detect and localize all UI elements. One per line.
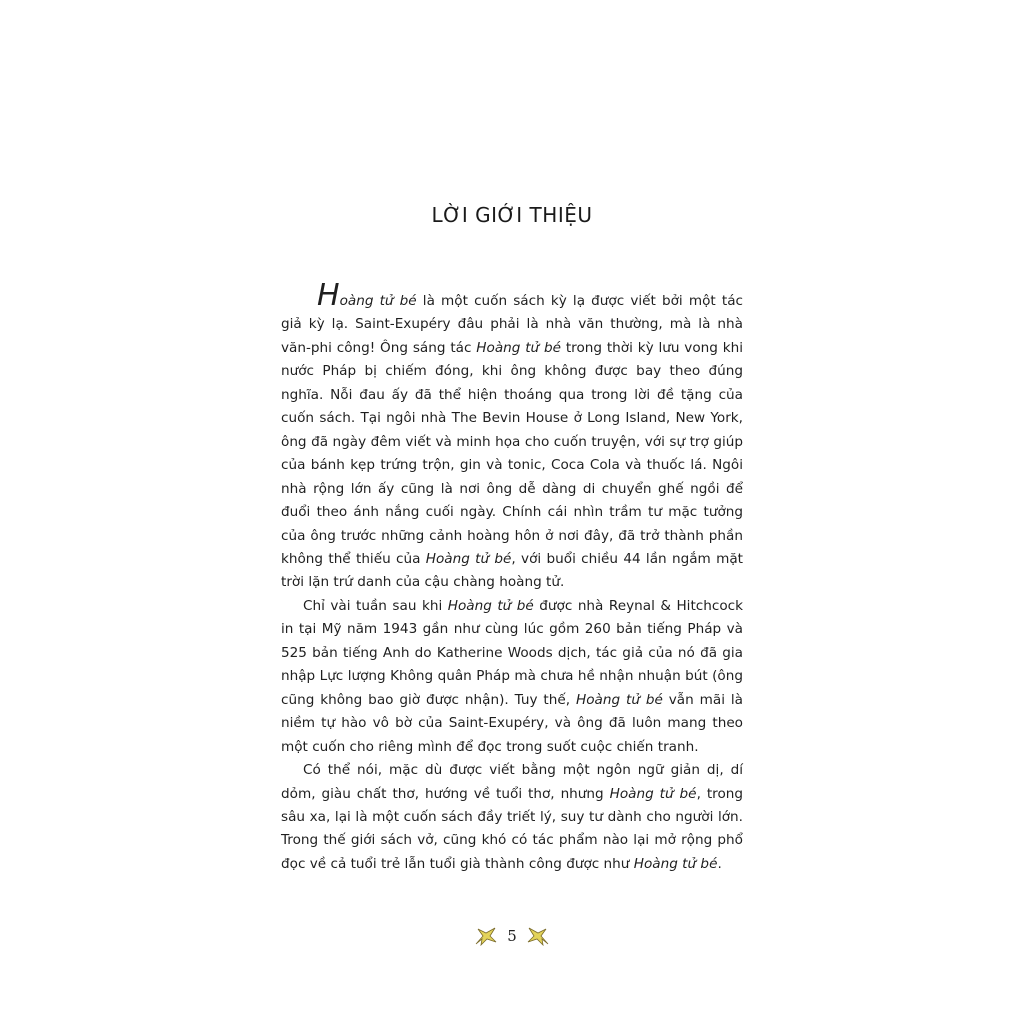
book-title-italic: Hoàng tử bé (447, 597, 534, 614)
page-number: 5 (507, 927, 517, 945)
body-text (281, 278, 744, 876)
paragraph-1: Hoàng tử bé là một cuốn sách kỳ lạ được viết bởi một tác giả kỳ lạ. Saint-Exupéry đâu phải là nhà văn thường, mà là nhà văn-phi công! Ông sáng tác Hoàng tử bé trong thời kỳ lưu vong khi nước Pháp bị chiếm đóng, khi ông không được bay theo đúng nghĩa. Nỗi đau ấy đã thể hiện thoáng qua trong lời đề tặng của cuốn sách. Tại ngôi nhà The Bevin House ở Long Island, New York, ông đã ngày đêm viết và minh họa cho cuốn truyện, với sự trợ giúp của bánh kẹp trứng trộn, gin và tonic, Coca Cola và thuốc lá. Ngôi nhà rộng lớn ấy cũng là nơi ông dễ dàng di chuyển ghế ngồi để đuổi theo ánh nắng cuối ngày. Chính cái nhìn trầm tư mặc tưởng của ông trước những cảnh hoàng hôn ở nơi đây, đã trở thành phần không thể thiếu của Hoàng tử bé, với buổi chiều 44 lần ngắm mặt trời lặn trứ danh của cậu chàng hoàng tử. (281, 278, 743, 591)
book-title-italic: Hoàng tử bé (476, 339, 561, 356)
page-title: LỜI GIỚI THIỆU (431, 203, 593, 227)
book-title-italic: Hoàng tử bé (609, 785, 697, 802)
star-icon (526, 926, 550, 946)
page-footer (0, 926, 1024, 946)
paragraph-3: Có thể nói, mặc dù được viết bằng một ngôn ngữ giản dị, dí dỏm, giàu chất thơ, hướng về tuổi thơ, nhưng Hoàng tử bé, trong sâu xa, lại là một cuốn sách đầy triết lý, suy tư dành cho người lớn. Trong thế giới sách vở, cũng khó có tác phẩm nào lại mở rộng phổ đọc về cả tuổi trẻ lẫn tuổi già thành công được như Hoàng tử bé. (281, 762, 744, 872)
star-icon (474, 926, 498, 946)
book-title-italic: Hoàng tử bé (425, 550, 512, 567)
paragraph-2: Chỉ vài tuần sau khi Hoàng tử bé được nhà Reynal & Hitchcock in tại Mỹ năm 1943 gần như cùng lúc gồm 260 bản tiếng Pháp và 525 bản tiếng Anh do Katherine Woods dịch, tác giả của nó đã gia nhập Lực lượng Không quân Pháp mà chưa hề nhận nhuận bút (ông cũng không bao giờ được nhận). Tuy thế, Hoàng tử bé vẫn mãi là niềm tự hào vô bờ của Saint-Exupéry, và ông đã luôn mang theo một cuốn cho riêng mình để đọc trong suốt cuộc chiến tranh. (281, 597, 743, 755)
book-title-italic: Hoàng tử bé (575, 691, 663, 708)
book-title-italic: oàng tử bé (339, 293, 417, 309)
book-title-italic: Hoàng tử bé (633, 855, 718, 872)
dropcap-letter: H (317, 278, 340, 313)
